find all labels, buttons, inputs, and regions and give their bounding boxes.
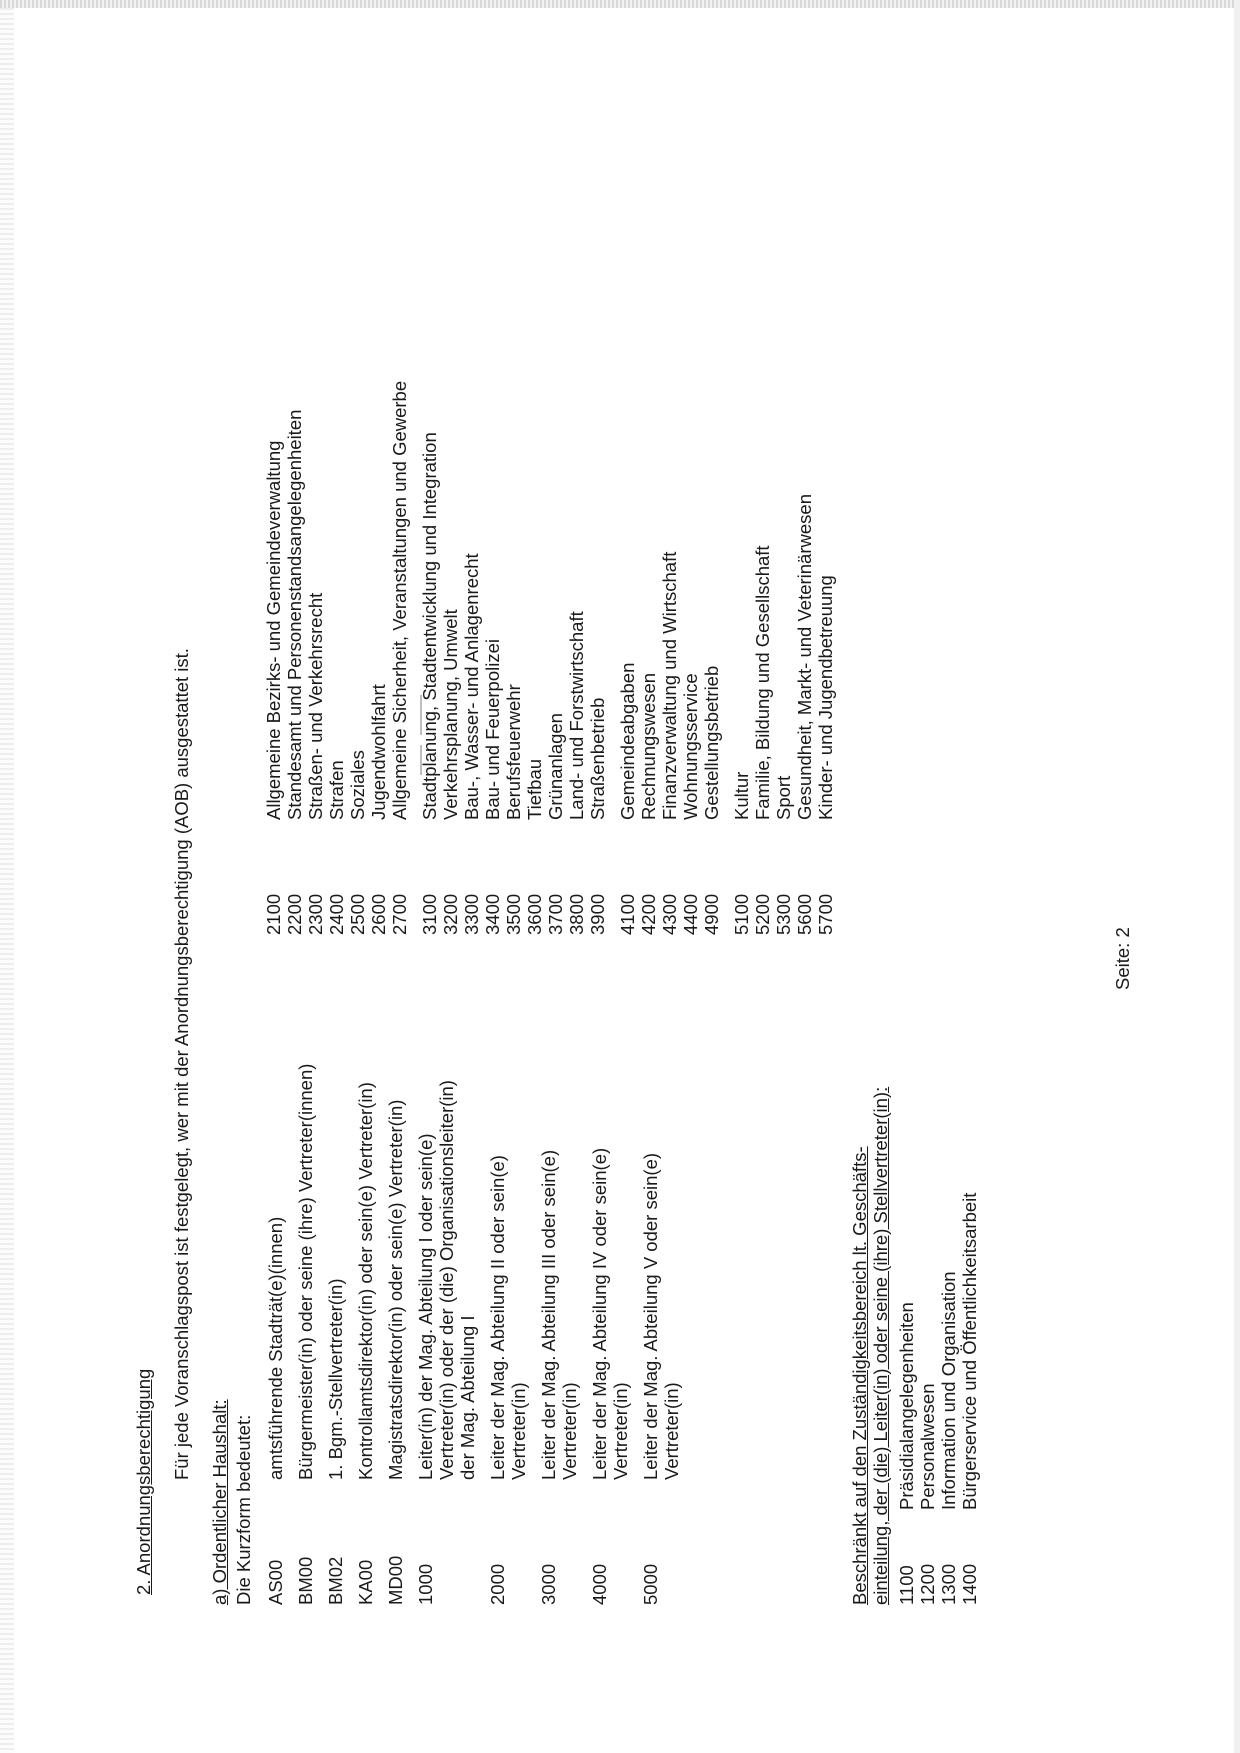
account-label: Soziales (347, 750, 368, 820)
row-gap (631, 1064, 640, 1480)
scan-edge-top (0, 0, 1240, 8)
account-label: Straßenbetrieb (587, 697, 608, 820)
row-gap (580, 1064, 589, 1480)
group-gap (410, 381, 419, 820)
restricted-label: Präsidialangelegenheiten (896, 1302, 917, 1510)
account-code: 3900 (587, 893, 608, 935)
kurzform-description: Leiter(in) der Mag. Abteilung I oder sein(e) (415, 1133, 436, 1480)
kurzform-description: Vertreter(in) (559, 1382, 580, 1480)
account-label: Allgemeine Bezirks- und Gemeindeverwaltung (263, 440, 284, 820)
kurzform-code: KA00 (355, 1559, 376, 1605)
restricted-code: 1400 (959, 1563, 980, 1605)
subsection-title: a) Ordentlicher Haushalt: (209, 1399, 230, 1605)
account-label: Rechnungswesen (638, 672, 659, 820)
kurzform-description: Magistratsdirektor(in) oder sein(e) Vertreter(in) (385, 1099, 406, 1480)
row-gap (406, 1556, 415, 1605)
kurzform-code-spacer (559, 1556, 580, 1605)
account-label: Jugendwohlfahrt (368, 684, 389, 820)
kurzform-code-spacer (661, 1556, 682, 1605)
account-code: 5200 (752, 893, 773, 935)
account-label: Stadtplanung, Stadtentwicklung und Integration (419, 432, 440, 820)
restricted-code: 1200 (917, 1563, 938, 1605)
row-gap (406, 1064, 415, 1480)
page-number: Seite: 2 (1112, 927, 1133, 990)
account-label: Allgemeine Sicherheit, Veranstaltungen und Gewerbe (389, 380, 410, 820)
section-title: 2. Anordnungsberechtigung (133, 1368, 154, 1595)
restricted-heading-2: einteilung, der (die) Leiter(in) oder seine (ihre) Stellvertreter(in): (870, 1086, 891, 1605)
group-gap (608, 381, 617, 820)
row-gap (376, 1064, 385, 1480)
account-code: 2300 (305, 893, 326, 935)
account-code: 2100 (263, 893, 284, 935)
kurzform-description: der Mag. Abteilung I (457, 1315, 478, 1480)
account-code: 5300 (773, 893, 794, 935)
account-code: 4300 (659, 893, 680, 935)
account-label: Bau- und Feuerpolizei (482, 639, 503, 820)
row-gap (682, 1556, 691, 1605)
kurzform-code: MD00 (385, 1555, 406, 1605)
row-gap (376, 1556, 385, 1605)
account-label: Tiefbau (524, 758, 545, 820)
kurzform-description: Bürgermeister(in) oder seine (ihre) Vertreter(innen) (295, 1063, 316, 1480)
kurzform-code: 4000 (589, 1563, 610, 1605)
account-code: 3300 (461, 893, 482, 935)
right-codes (263, 894, 836, 935)
kurzform-description: Leiter der Mag. Abteilung III oder sein(e) (538, 1149, 559, 1480)
kurzform-description: Leiter der Mag. Abteilung II oder sein(e) (487, 1155, 508, 1480)
account-code: 2700 (389, 893, 410, 935)
account-code: 3400 (482, 893, 503, 935)
kurzform-code: 2000 (487, 1563, 508, 1605)
restricted-label: Personalwesen (917, 1383, 938, 1510)
document-page (120, 210, 1180, 1650)
kurzform-code: AS00 (265, 1559, 286, 1605)
kurzform-code-spacer (508, 1556, 529, 1605)
kurzform-code: BM02 (325, 1556, 346, 1605)
restricted-label: Bürgerservice und Öffentlichkeitsarbeit (959, 1192, 980, 1510)
account-code: 5600 (794, 893, 815, 935)
account-code: 2600 (368, 893, 389, 935)
kurzform-code-spacer (457, 1556, 478, 1605)
restricted-code: 1300 (938, 1563, 959, 1605)
kurzform-code: 1000 (415, 1563, 436, 1605)
account-label: Kinder- und Jugendbetreuung (815, 575, 836, 820)
account-code: 2500 (347, 893, 368, 935)
group-gap (608, 894, 617, 935)
restricted-code: 1100 (896, 1565, 917, 1605)
account-label: Grünanlagen (545, 713, 566, 820)
row-gap (682, 1064, 691, 1480)
account-label: Familie, Bildung und Gesellschaft (752, 545, 773, 820)
kurzform-code-spacer (436, 1556, 457, 1605)
account-label: Strafen (326, 760, 347, 820)
account-label: Gestellungsbetrieb (701, 665, 722, 820)
row-gap (346, 1064, 355, 1480)
kurzform-code: BM00 (295, 1556, 316, 1605)
restricted-label: Information und Organisation (938, 1271, 959, 1510)
account-code: 4900 (701, 893, 722, 935)
restricted-labels (896, 1193, 980, 1510)
kurzform-label: Die Kurzform bedeutet: (233, 1414, 254, 1605)
right-labels (263, 381, 836, 820)
kurzform-code: 3000 (538, 1563, 559, 1605)
kurzform-description: Leiter der Mag. Abteilung V oder sein(e) (640, 1152, 661, 1480)
row-gap (316, 1064, 325, 1480)
kurzform-description: amtsführende Stadträt(e)(innen) (265, 1216, 286, 1480)
account-label: Bau-, Wasser- und Anlagenrecht (461, 553, 482, 820)
account-label: Gesundheit, Markt- und Veterinärwesen (794, 494, 815, 820)
row-gap (478, 1556, 487, 1605)
group-gap (410, 894, 419, 935)
kurzform-description: 1. Bgm.-Stellvertreter(in) (325, 1278, 346, 1480)
account-code: 2400 (326, 893, 347, 935)
account-code: 5700 (815, 893, 836, 935)
account-code: 2200 (284, 893, 305, 935)
group-gap (722, 381, 731, 820)
kurzform-codes (265, 1556, 691, 1605)
row-gap (286, 1064, 295, 1480)
row-gap (580, 1556, 589, 1605)
account-label: Sport (773, 775, 794, 820)
kurzform-description: Leiter der Mag. Abteilung IV oder sein(e) (589, 1147, 610, 1480)
account-label: Wohnungsservice (680, 673, 701, 820)
account-code: 3100 (419, 893, 440, 935)
account-label: Standesamt und Personenstandsangelegenheiten (284, 409, 305, 820)
kurzform-description: Vertreter(in) (610, 1382, 631, 1480)
kurzform-description: Kontrollamtsdirektor(in) oder sein(e) Vertreter(in) (355, 1082, 376, 1480)
account-label: Kultur (731, 771, 752, 820)
account-label: Land- und Forstwirtschaft (566, 611, 587, 820)
kurzform-description: Vertreter(in) (661, 1382, 682, 1480)
account-code: 3800 (566, 893, 587, 935)
row-gap (286, 1556, 295, 1605)
account-code: 3700 (545, 893, 566, 935)
account-code: 4400 (680, 893, 701, 935)
account-label: Verkehrsplanung, Umwelt (440, 609, 461, 820)
restricted-codes (896, 1564, 980, 1605)
account-code: 5100 (731, 893, 752, 935)
account-label: Gemeindeabgaben (617, 662, 638, 820)
scan-edge-left (0, 8, 14, 1753)
row-gap (631, 1556, 640, 1605)
intro-text: Für jede Voranschlagspost ist festgelegt, wer mit der Anordnungsberechtigung (AOB) ausgestattet ist. (171, 648, 192, 1480)
group-gap (722, 894, 731, 935)
account-code: 3200 (440, 893, 461, 935)
account-code: 3600 (524, 893, 545, 935)
account-code: 4200 (638, 893, 659, 935)
kurzform-code: 5000 (640, 1563, 661, 1605)
row-gap (346, 1556, 355, 1605)
account-code: 3500 (503, 893, 524, 935)
scan-edge-right (1234, 0, 1240, 1753)
row-gap (529, 1556, 538, 1605)
account-label: Straßen- und Verkehrsrecht (305, 592, 326, 820)
kurzform-descriptions (265, 1064, 691, 1480)
row-gap (478, 1064, 487, 1480)
account-label: Finanzverwaltung und Wirtschaft (659, 551, 680, 820)
kurzform-description: Vertreter(in) (508, 1382, 529, 1480)
kurzform-description: Vertreter(in) oder der (die) Organisationsleiter(in) (436, 1080, 457, 1480)
restricted-heading-1: Beschränkt auf den Zuständigkeitsbereich lt. Geschäfts- (849, 1146, 870, 1605)
row-gap (529, 1064, 538, 1480)
account-label: Berufsfeuerwehr (503, 684, 524, 820)
account-code: 4100 (617, 893, 638, 935)
row-gap (316, 1556, 325, 1605)
kurzform-code-spacer (610, 1556, 631, 1605)
